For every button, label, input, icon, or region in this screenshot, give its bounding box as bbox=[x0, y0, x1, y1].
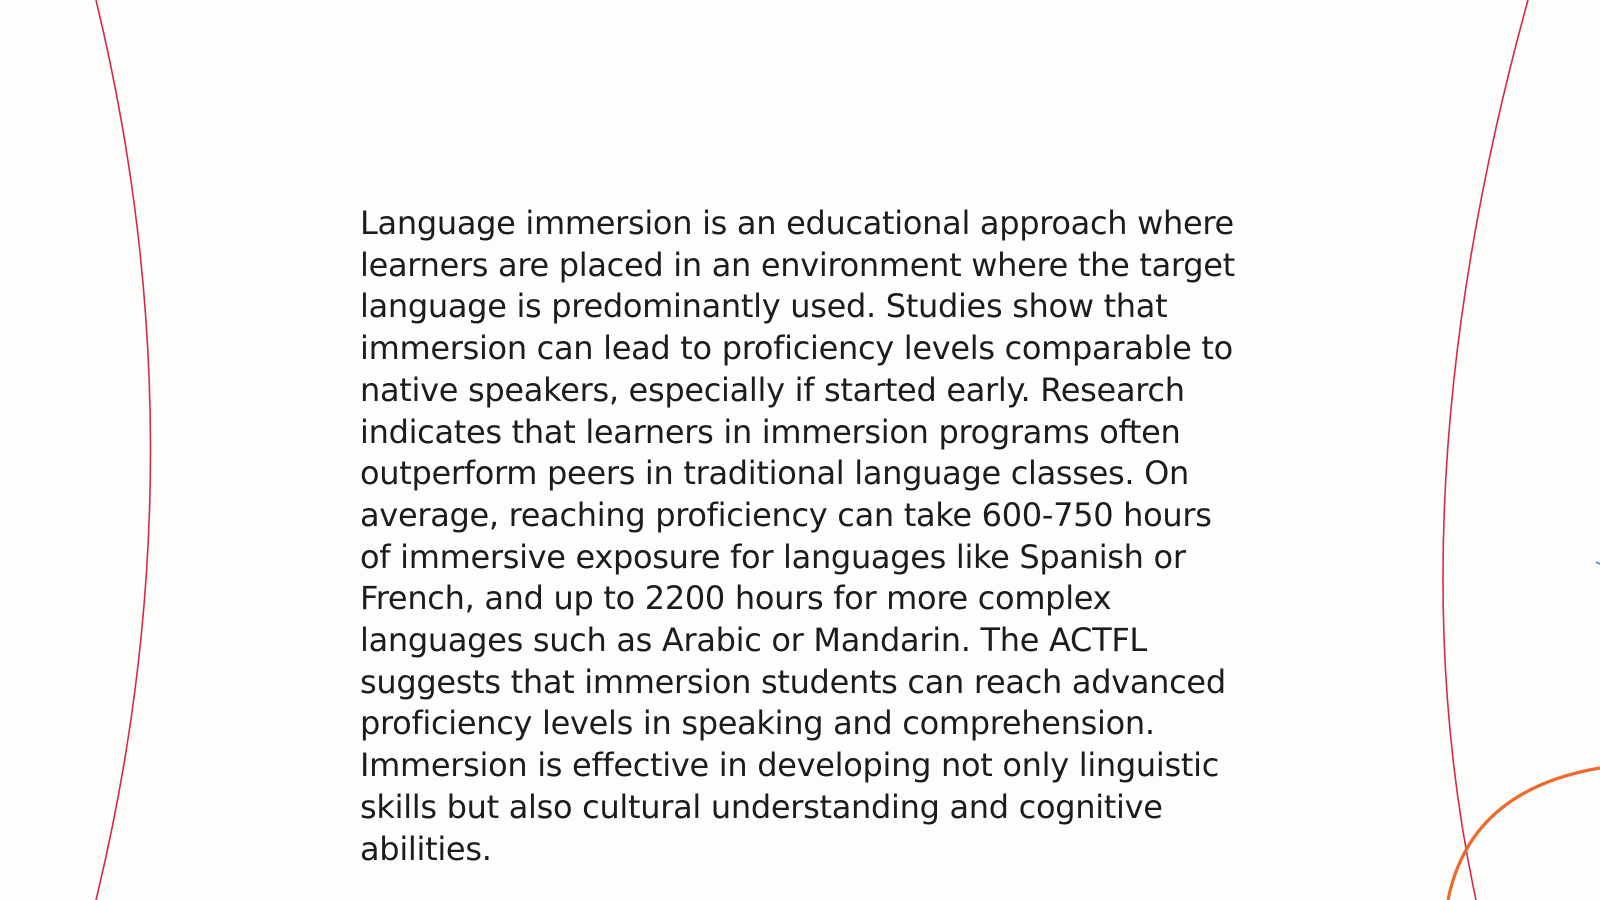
blue-mark bbox=[1596, 562, 1600, 564]
left-arc-line bbox=[96, 0, 151, 900]
orange-circle-arc bbox=[1448, 768, 1600, 900]
body-paragraph: Language immersion is an educational approach where learners are placed in an environment where the target language is predominantly used. Studies show that immersion can lead to proficiency levels comparable to native speakers, especially if started early. Research indicates that learners in immersion programs often outperform peers in traditional language classes. On average, reaching proficiency can take 600-750 hours of immersive exposure for languages like Spanish or French, and up to 2200 hours for more complex languages such as Arabic or Mandarin. The ACTFL suggests that immersion students can reach advanced proficiency levels in speaking and comprehension. Immersion is effective in developing not only linguistic skills but also cultural understanding and cognitive abilities. bbox=[360, 204, 1235, 868]
right-arc-line bbox=[1443, 0, 1528, 900]
